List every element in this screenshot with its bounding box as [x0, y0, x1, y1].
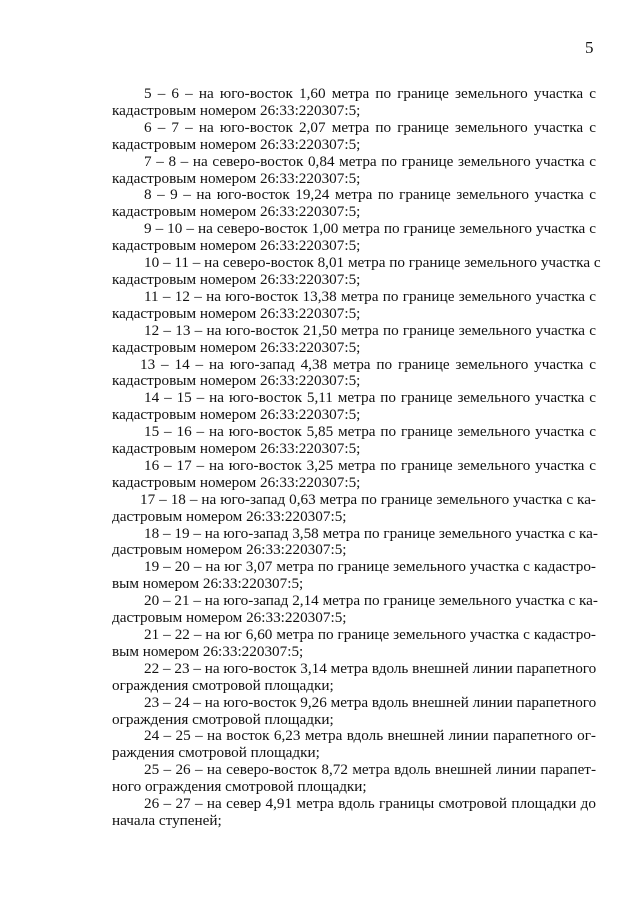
- boundary-segment-paragraph: [112, 424, 596, 458]
- page-number: 5: [585, 38, 594, 57]
- paragraph-first-line: 8 – 9 – на юго-восток 19,24 метра по границе земельного участка с: [144, 186, 596, 204]
- paragraph-continuation: дастровым номером 26:33:220307:5;: [112, 609, 347, 627]
- paragraph-continuation: вым номером 26:33:220307:5;: [112, 575, 304, 593]
- boundary-segment-paragraph: [112, 762, 596, 796]
- boundary-segment-paragraph: [112, 154, 596, 188]
- paragraph-continuation: кадастровым номером 26:33:220307:5;: [112, 440, 361, 458]
- paragraph-continuation: кадастровым номером 26:33:220307:5;: [112, 169, 361, 187]
- boundary-segment-paragraph: [112, 458, 596, 492]
- paragraph-first-line: 5 – 6 – на юго-восток 1,60 метра по границе земельного участка с: [144, 85, 596, 102]
- boundary-segment-paragraph: [112, 86, 596, 120]
- paragraph-continuation: дастровым номером 26:33:220307:5;: [112, 507, 347, 525]
- boundary-segment-paragraph: [112, 120, 596, 154]
- paragraph-continuation: кадастровым номером 26:33:220307:5;: [112, 237, 361, 255]
- boundary-segment-paragraph: [112, 728, 596, 762]
- paragraph-first-line: 20 – 21 – на юго-запад 2,14 метра по границе земельного участка с ка-: [144, 592, 598, 610]
- paragraph-continuation: раждения смотровой площадки;: [112, 744, 320, 762]
- paragraph-continuation: кадастровым номером 26:33:220307:5;: [112, 338, 361, 356]
- paragraph-continuation: кадастровым номером 26:33:220307:5;: [112, 473, 361, 491]
- paragraph-continuation: ного ограждения смотровой площадки;: [112, 778, 367, 796]
- paragraph-continuation: кадастровым номером 26:33:220307:5;: [112, 372, 361, 390]
- paragraph-first-line: 19 – 20 – на юг 3,07 метра по границе земельного участка с кадастро-: [144, 558, 596, 576]
- paragraph-continuation: кадастровым номером 26:33:220307:5;: [112, 203, 361, 221]
- boundary-segment-paragraph: [112, 323, 596, 357]
- paragraph-first-line: 22 – 23 – на юго-восток 3,14 метра вдоль внешней линии парапетного: [144, 659, 597, 677]
- boundary-segment-paragraph: [112, 661, 596, 695]
- paragraph-first-line: 11 – 12 – на юго-восток 13,38 метра по границе земельного участка с: [144, 287, 596, 305]
- paragraph-continuation: ограждения смотровой площадки;: [112, 710, 334, 728]
- paragraph-continuation: кадастровым номером 26:33:220307:5;: [112, 406, 361, 424]
- boundary-segment-paragraph: [112, 796, 596, 830]
- paragraph-continuation: вым номером 26:33:220307:5;: [112, 642, 304, 660]
- paragraph-first-line: 25 – 26 – на северо-восток 8,72 метра вдоль внешней линии парапет-: [144, 761, 596, 779]
- boundary-segment-paragraph: [112, 492, 596, 526]
- paragraph-continuation: начала ступеней;: [112, 811, 222, 829]
- paragraph-first-line: 15 – 16 – на юго-восток 5,85 метра по границе земельного участка с: [144, 423, 596, 441]
- boundary-segment-paragraph: [112, 187, 596, 221]
- paragraph-continuation: кадастровым номером 26:33:220307:5;: [112, 304, 361, 322]
- paragraph-first-line: 16 – 17 – на юго-восток 3,25 метра по границе земельного участка с: [144, 456, 596, 474]
- boundary-segment-paragraph: [112, 627, 596, 661]
- boundary-segment-paragraph: [112, 526, 596, 560]
- boundary-segment-paragraph: [112, 254, 601, 289]
- boundary-segment-paragraph: [112, 593, 596, 627]
- paragraph-first-line: 12 – 13 – на юго-восток 21,50 метра по границе земельного участка с: [144, 321, 596, 339]
- paragraph-first-line: 7 – 8 – на северо-восток 0,84 метра по границе земельного участка с: [144, 152, 596, 170]
- paragraph-first-line: 10 – 11 – на северо-восток 8,01 метра по границе земельного участка с: [144, 254, 601, 272]
- paragraph-continuation: кадастровым номером 26:33:220307:5;: [112, 135, 361, 153]
- paragraph-first-line: 18 – 19 – на юго-запад 3,58 метра по границе земельного участка с ка-: [144, 524, 598, 542]
- paragraph-continuation: кадастровым номером 26:33:220307:5;: [112, 101, 361, 119]
- paragraph-first-line: 14 – 15 – на юго-восток 5,11 метра по границе земельного участка с: [144, 389, 596, 407]
- boundary-segment-paragraph: [112, 695, 596, 729]
- boundary-segment-paragraph: [112, 559, 596, 593]
- paragraph-first-line: 9 – 10 – на северо-восток 1,00 метра по границе земельного участка с: [144, 220, 596, 238]
- paragraph-first-line: 26 – 27 – на север 4,91 метра вдоль границы смотровой площадки до: [144, 795, 596, 813]
- paragraph-first-line: 6 – 7 – на юго-восток 2,07 метра по границе земельного участка с: [144, 118, 596, 136]
- boundary-segment-paragraph: [112, 357, 596, 391]
- paragraph-first-line: 21 – 22 – на юг 6,60 метра по границе земельного участка с кадастро-: [144, 626, 596, 643]
- paragraph-first-line: 13 – 14 – на юго-запад 4,38 метра по границе земельного участка с: [140, 355, 596, 373]
- paragraph-continuation: дастровым номером 26:33:220307:5;: [112, 541, 347, 559]
- paragraph-first-line: 17 – 18 – на юго-запад 0,63 метра по границе земельного участка с ка-: [140, 490, 596, 508]
- paragraph-first-line: 23 – 24 – на юго-восток 9,26 метра вдоль внешней линии парапетного: [144, 693, 597, 711]
- paragraph-continuation: ограждения смотровой площадки;: [112, 676, 334, 694]
- boundary-segment-paragraph: [112, 390, 596, 424]
- paragraph-continuation: кадастровым номером 26:33:220307:5;: [112, 270, 361, 288]
- paragraph-first-line: 24 – 25 – на восток 6,23 метра вдоль внешней линии парапетного ог-: [144, 727, 596, 745]
- boundary-segment-paragraph: [112, 221, 596, 255]
- boundary-segment-paragraph: [112, 289, 596, 323]
- document-body: [112, 85, 601, 830]
